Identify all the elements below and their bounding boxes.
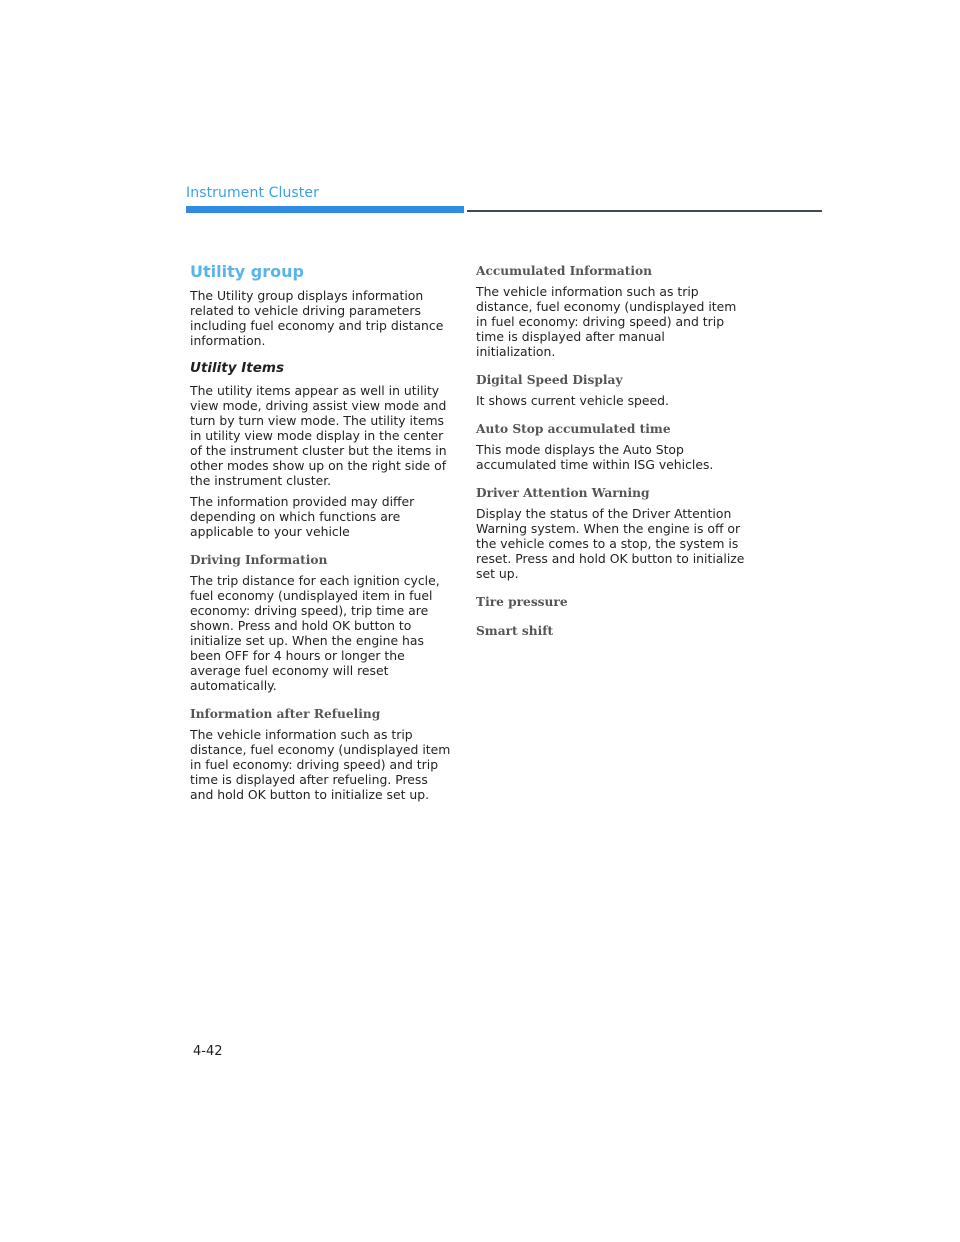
driver-attention-heading: Driver Attention Warning xyxy=(476,486,650,500)
header-title: Instrument Cluster xyxy=(186,185,319,201)
header-rule-thick xyxy=(186,206,464,213)
utility-items-paragraph-2: The information provided may differ depending on which functions are applicable to your vehicle xyxy=(190,494,415,539)
refueling-text: The vehicle information such as trip distance, fuel economy (undisplayed item in fuel economy: driving speed) and trip time is displayed after refueling. Press and hold OK button to initialize set up. xyxy=(190,727,451,802)
section-title: Utility group xyxy=(190,262,304,281)
page-number: 4-42 xyxy=(193,1044,223,1059)
auto-stop-heading: Auto Stop accumulated time xyxy=(476,422,671,436)
accumulated-information-text: The vehicle information such as trip distance, fuel economy (undisplayed item in fuel economy: driving speed) and trip time is displayed after manual initialization. xyxy=(476,284,737,359)
right-column xyxy=(476,264,746,644)
subsection-title: Utility Items xyxy=(190,360,284,376)
driver-attention-text: Display the status of the Driver Attention Warning system. When the engine is off or the vehicle comes to a stop, the system is reset. Press and hold OK button to initialize set up. xyxy=(476,506,745,581)
header-rule-thin xyxy=(467,210,822,212)
utility-items-paragraph-1: The utility items appear as well in utility view mode, driving assist view mode and turn by turn view mode. The utility items in utility view mode display in the center of the instrument cluster but the items in other modes show up on the right side of the instrument cluster. xyxy=(190,383,447,488)
accumulated-information-heading: Accumulated Information xyxy=(476,264,652,278)
digital-speed-heading: Digital Speed Display xyxy=(476,373,623,387)
auto-stop-text: This mode displays the Auto Stop accumulated time within ISG vehicles. xyxy=(476,442,714,472)
left-column xyxy=(190,262,452,808)
driving-information-text: The trip distance for each ignition cycle, fuel economy (undisplayed item in fuel economy: driving speed), trip time are shown. Press and hold OK button to initialize set up. When the engine has been OFF for 4 hours or longer the average fuel economy will reset automatically. xyxy=(190,573,440,693)
driving-information-heading: Driving Information xyxy=(190,553,328,567)
refueling-heading: Information after Refueling xyxy=(190,707,381,721)
digital-speed-text: It shows current vehicle speed. xyxy=(476,393,669,408)
tire-pressure-heading: Tire pressure xyxy=(476,595,568,609)
intro-paragraph: The Utility group displays information related to vehicle driving parameters including fuel economy and trip distance information. xyxy=(190,288,444,348)
smart-shift-heading: Smart shift xyxy=(476,624,554,638)
